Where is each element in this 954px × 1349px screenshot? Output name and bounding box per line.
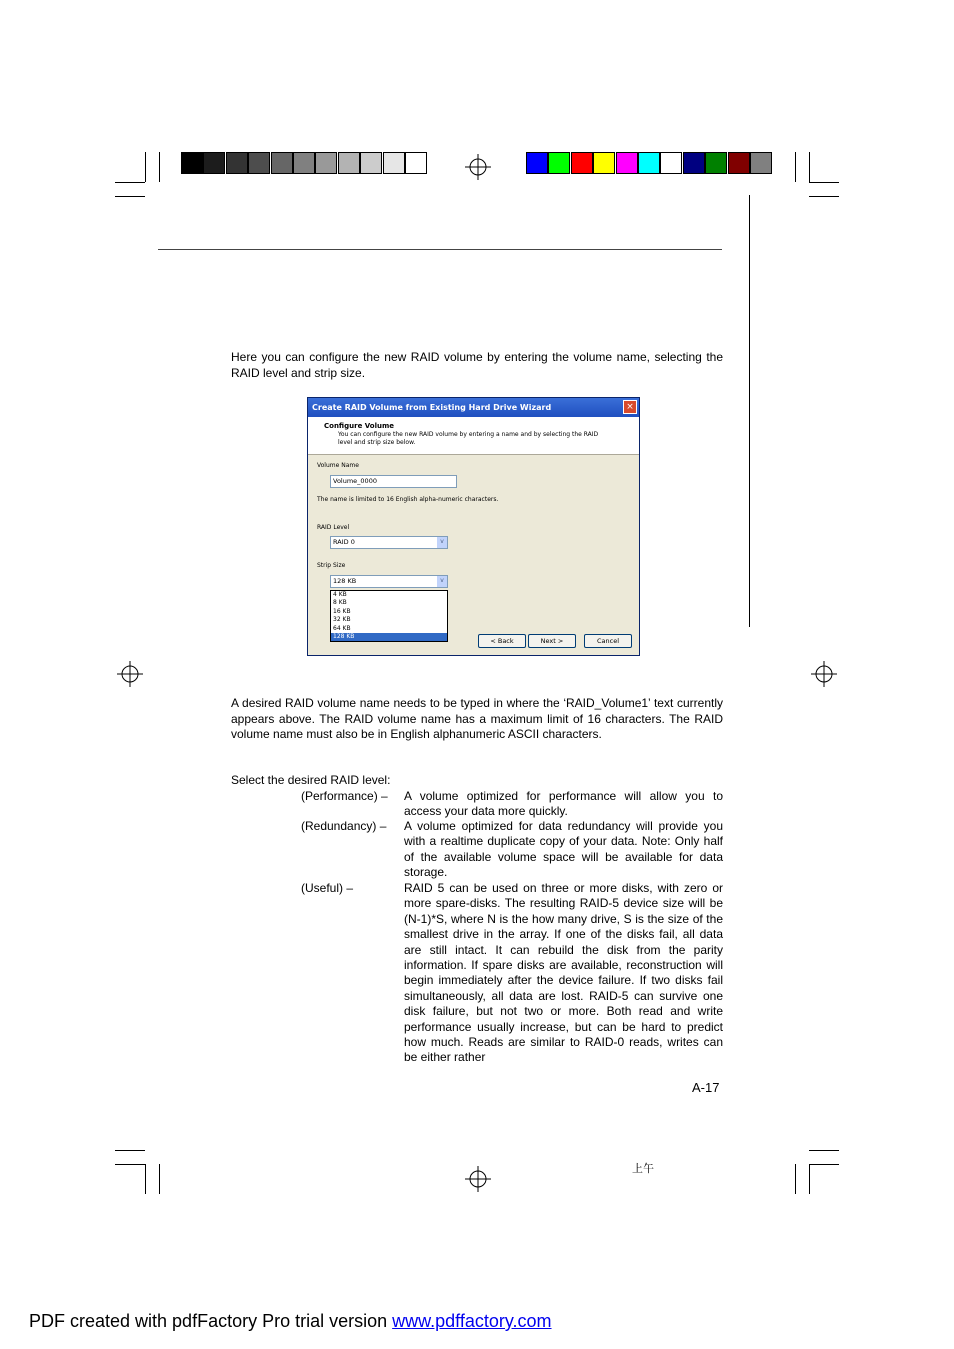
registration-mark-icon xyxy=(463,1164,493,1194)
pdf-footer xyxy=(29,1311,552,1332)
crop-mark xyxy=(809,182,839,183)
registration-mark-icon xyxy=(809,659,839,689)
color-swatch xyxy=(226,152,248,174)
crop-mark xyxy=(159,152,160,182)
crop-mark xyxy=(115,182,145,183)
color-swatch xyxy=(405,152,427,174)
crop-mark xyxy=(159,1164,160,1194)
color-swatch xyxy=(548,152,570,174)
crop-mark xyxy=(795,152,796,182)
registration-mark-icon xyxy=(463,152,493,182)
color-swatch xyxy=(571,152,593,174)
crop-mark xyxy=(809,152,810,182)
name-paragraph: A desired RAID volume name needs to be typed in where the ‘RAID_Volume1’ text currently appears above. The RAID volume name has a maximum limit of 16 characters. The RAID volume name must also be in English alphanumeric ASCII characters. xyxy=(231,696,723,741)
volume-name-input[interactable]: Volume_0000 xyxy=(330,475,457,488)
footer-link[interactable]: www.pdffactory.com xyxy=(392,1311,552,1331)
level-description: RAID 5 can be used on three or more disks, with zero or more spare-disks. The resulting RAID-5 device size will be (N-1)*S, where N is the how many drive, S is the size of the smallest drive in the array. If one of the disks fail, all data are still intact. It can rebuild the disk from the parity information. If spare disks are available, reconstruction will begin immediately after the device failure. If two disks fail simultaneously, all data are lost. RAID-5 can survive one disk failure, but not two or more. Both read and write performance usually increase, but can be hard to predict how much. Reads are similar to RAID-0 reads, writes can be either rather xyxy=(404,881,723,1065)
dialog-header xyxy=(308,417,639,455)
color-swatch xyxy=(315,152,337,174)
strip-size-label: Strip Size xyxy=(317,562,346,569)
strip-size-select[interactable] xyxy=(330,575,448,588)
name-hint: The name is limited to 16 English alpha-numeric characters. xyxy=(317,496,499,503)
dialog-title: Create RAID Volume from Existing Hard Drive Wizard xyxy=(308,398,639,417)
crop-mark xyxy=(809,1150,839,1151)
level-term: (Redundancy) – xyxy=(301,819,387,833)
raid-level-value: RAID 0 xyxy=(333,538,355,546)
color-swatch xyxy=(181,152,203,174)
color-swatch xyxy=(683,152,705,174)
crop-mark xyxy=(809,196,839,197)
crop-mark xyxy=(809,1164,839,1165)
level-term: (Performance) – xyxy=(301,789,388,803)
strip-option[interactable]: 8 KB xyxy=(333,599,347,607)
crop-mark xyxy=(145,152,146,182)
color-swatch xyxy=(383,152,405,174)
back-button[interactable]: < Back xyxy=(478,634,526,648)
strip-option-selected[interactable]: 128 KB xyxy=(331,633,447,641)
crop-mark xyxy=(145,1164,146,1194)
strip-option[interactable]: 16 KB xyxy=(333,607,351,615)
raid-level-select[interactable] xyxy=(330,536,448,549)
strip-option[interactable]: 4 KB xyxy=(333,591,347,598)
color-swatch xyxy=(203,152,225,174)
header-rule xyxy=(158,249,722,250)
dialog-description: You can configure the new RAID volume by entering a name and by selecting the RAID level and strip size below. xyxy=(338,431,599,446)
crop-mark xyxy=(809,1164,810,1194)
color-swatch xyxy=(728,152,750,174)
level-description: A volume optimized for data redundancy will provide you with a realtime duplicate copy of your data. Note: Only half of the available volume space will be available for data storage. xyxy=(404,819,723,880)
cancel-button[interactable]: Cancel xyxy=(584,634,632,648)
stray-mark: 上午 xyxy=(632,1162,654,1175)
chevron-down-icon[interactable]: v xyxy=(437,576,447,587)
page-number: A-17 xyxy=(692,1080,720,1095)
next-button[interactable]: Next > xyxy=(528,634,576,648)
close-icon[interactable]: × xyxy=(623,400,637,414)
color-swatch xyxy=(526,152,548,174)
color-swatch xyxy=(593,152,615,174)
margin-rule xyxy=(749,195,750,627)
color-swatch xyxy=(750,152,772,174)
registration-mark-icon xyxy=(115,659,145,689)
raid-level-label: RAID Level xyxy=(317,524,350,531)
color-swatch xyxy=(338,152,360,174)
color-swatch xyxy=(293,152,315,174)
crop-mark xyxy=(795,1164,796,1194)
level-term: (Useful) – xyxy=(301,881,354,895)
dialog-heading: Configure Volume xyxy=(324,422,395,430)
color-swatch xyxy=(705,152,727,174)
strip-size-options xyxy=(330,590,448,642)
color-swatch xyxy=(248,152,270,174)
strip-option[interactable]: 64 KB xyxy=(333,624,351,632)
crop-mark xyxy=(115,1164,145,1165)
volume-name-label: Volume Name xyxy=(317,462,359,469)
strip-option[interactable]: 32 KB xyxy=(333,616,351,624)
level-description: A volume optimized for performance will allow you to access your data more quickly. xyxy=(404,789,723,819)
select-label: Select the desired RAID level: xyxy=(231,773,391,787)
color-swatch xyxy=(638,152,660,174)
strip-size-value: 128 KB xyxy=(333,577,357,585)
color-swatch xyxy=(360,152,382,174)
intro-paragraph: Here you can configure the new RAID volume by entering the volume name, selecting the RAID level and strip size. xyxy=(231,350,723,380)
crop-mark xyxy=(115,196,145,197)
wizard-dialog xyxy=(307,397,640,656)
color-swatch xyxy=(616,152,638,174)
chevron-down-icon[interactable]: v xyxy=(437,537,447,548)
footer-text: PDF created with pdfFactory Pro trial version xyxy=(29,1311,393,1331)
crop-mark xyxy=(115,1150,145,1151)
color-swatch xyxy=(271,152,293,174)
color-swatch xyxy=(660,152,682,174)
